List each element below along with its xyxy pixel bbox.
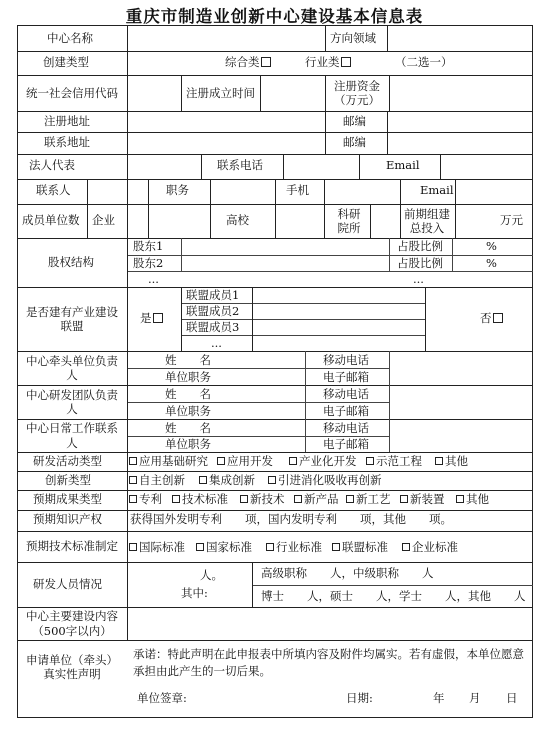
signature-label: 单位签章:	[137, 691, 187, 705]
wan-yuan-unit: 万元	[500, 213, 523, 227]
contact-mobile-label: 移动电话	[323, 421, 369, 435]
expected-ip-label: 预期知识产权	[33, 512, 102, 526]
contact-unit-position-label: 单位职务	[165, 437, 211, 451]
rd-option-2[interactable]: 应用开发	[227, 454, 273, 468]
standard-option-3[interactable]: 行业标准	[276, 540, 322, 554]
legal-rep-label: 法人代表	[29, 158, 75, 172]
rd-name-label: 姓 名	[165, 387, 211, 401]
year-label: 年	[433, 691, 445, 705]
innovation-option-1[interactable]: 自主创新	[139, 473, 185, 487]
share-ratio-label-1: 占股比例	[397, 239, 443, 253]
alliance-no-checkbox[interactable]	[493, 313, 503, 323]
main-content-label: 中心主要建设内容（500字以内）	[26, 609, 118, 638]
expected-standard-label: 预期技术标准制定	[26, 539, 118, 554]
type-comprehensive-checkbox[interactable]	[261, 57, 271, 67]
type-industry-option[interactable]: 行业类	[305, 57, 352, 69]
alliance-member-1-label: 联盟成员1	[186, 288, 240, 302]
type-comprehensive-option[interactable]: 综合类	[225, 57, 272, 69]
alliance-ellipsis: ...	[211, 336, 222, 350]
daily-contact-label: 中心日常工作联系人	[26, 421, 118, 450]
choose-one-note: （二选一）	[395, 55, 453, 69]
expected-result-label: 预期成果类型	[33, 492, 102, 506]
postcode-label-2: 邮编	[343, 135, 366, 149]
leader-name-label: 姓 名	[165, 353, 211, 367]
result-option-6[interactable]: 新装置	[410, 492, 445, 506]
share-ratio-label-2: 占股比例	[397, 256, 443, 270]
personnel-label: 研发人员情况	[33, 577, 102, 591]
alliance-question-label: 是否建有产业建设联盟	[26, 304, 118, 333]
standard-option-1[interactable]: 国际标准	[139, 540, 185, 554]
rd-option-4[interactable]: 示范工程	[376, 454, 422, 468]
rd-option-3[interactable]: 产业化开发	[299, 454, 357, 468]
leader-mobile-label: 移动电话	[323, 353, 369, 367]
result-option-5[interactable]: 新工艺	[356, 492, 391, 506]
shareholder-ellipsis: ...	[148, 272, 159, 286]
month-label: 月	[469, 691, 481, 705]
senior-title-text: 高级职称 人，中级职称 人	[261, 566, 434, 580]
degrees-text: 博士 人，硕士 人，学士 人，其他 人	[261, 589, 526, 603]
percent-1: %	[486, 239, 497, 253]
reg-capital-label: 注册资金（万元）	[334, 78, 380, 107]
innovation-option-3[interactable]: 引进消化吸收再创新	[278, 473, 382, 487]
percent-2: %	[486, 256, 497, 270]
alliance-no-option[interactable]: 否	[480, 313, 504, 325]
alliance-member-3-label: 联盟成员3	[186, 320, 240, 334]
authenticity-label: 申请单位（牵头）真实性声明	[26, 652, 118, 681]
university-label: 高校	[226, 213, 249, 227]
innovation-type-label: 创新类型	[45, 473, 91, 487]
result-option-3[interactable]: 新技术	[250, 492, 285, 506]
center-leader-label: 中心牵头单位负责人	[26, 353, 118, 382]
standard-option-5[interactable]: 企业标准	[412, 540, 458, 554]
leader-email-label: 电子邮箱	[323, 370, 369, 384]
creation-type-label: 创建类型	[43, 55, 89, 69]
alliance-member-2-label: 联盟成员2	[186, 304, 240, 318]
alliance-yes-option[interactable]: 是	[140, 313, 164, 325]
among-label: 其中:	[181, 586, 208, 600]
type-industry-checkbox[interactable]	[341, 57, 351, 67]
rd-email-label: 电子邮箱	[323, 404, 369, 418]
result-option-2[interactable]: 技术标准	[182, 492, 228, 506]
equity-structure-label: 股权结构	[48, 255, 94, 269]
result-option-1[interactable]: 专利	[139, 492, 162, 506]
rd-activity-label: 研发活动类型	[33, 454, 102, 468]
mobile-label: 手机	[286, 183, 309, 197]
people-unit: 人。	[200, 568, 223, 582]
reg-address-label: 注册地址	[44, 114, 90, 128]
rd-mobile-label: 移动电话	[323, 387, 369, 401]
alliance-yes-checkbox[interactable]	[153, 313, 163, 323]
email-label-2: Email	[420, 183, 454, 197]
enterprise-label: 企业	[92, 213, 115, 227]
contact-name-label: 姓 名	[165, 421, 211, 435]
contact-email-label: 电子邮箱	[323, 437, 369, 451]
email-label-1: Email	[386, 158, 420, 172]
research-institute-label: 科研院所	[337, 206, 361, 235]
member-units-label: 成员单位数	[22, 213, 80, 227]
reg-date-label: 注册成立时间	[186, 85, 255, 100]
form-title: 重庆市制造业创新中心建设基本信息表	[125, 7, 424, 26]
contact-person-label: 联系人	[36, 183, 71, 197]
preliminary-investment-label: 前期组建总投入	[404, 206, 450, 235]
commitment-text: 承诺：特此声明在此申报表中所填内容及附件均属实。若有虚假，本单位愿意承担由此产生的一切后果。	[133, 647, 524, 678]
standard-option-4[interactable]: 联盟标准	[342, 540, 388, 554]
standard-option-2[interactable]: 国家标准	[206, 540, 252, 554]
rd-option-5[interactable]: 其他	[445, 454, 468, 468]
leader-unit-position-label: 单位职务	[165, 370, 211, 384]
contact-address-label: 联系地址	[44, 135, 90, 149]
position-label: 职务	[166, 183, 189, 197]
ip-text: 获得国外发明专利 项，国内发明专利 项，其他 项。	[130, 512, 452, 526]
innovation-option-2[interactable]: 集成创新	[209, 473, 255, 487]
date-label: 日期:	[346, 691, 373, 705]
result-option-7[interactable]: 其他	[466, 492, 489, 506]
center-name-label: 中心名称	[47, 31, 93, 45]
shareholder-2-label: 股东2	[133, 256, 164, 270]
contact-phone-label: 联系电话	[217, 158, 263, 172]
direction-label: 方向领域	[330, 31, 376, 45]
rd-unit-position-label: 单位职务	[165, 404, 211, 418]
rd-team-leader-label: 中心研发团队负责人	[26, 387, 118, 416]
day-label: 日	[506, 691, 518, 705]
ratio-ellipsis: ...	[413, 272, 424, 286]
rd-option-1[interactable]: 应用基础研究	[139, 454, 208, 468]
shareholder-1-label: 股东1	[133, 239, 164, 253]
credit-code-label: 统一社会信用代码	[26, 85, 118, 100]
result-option-4[interactable]: 新产品	[304, 492, 339, 506]
postcode-label-1: 邮编	[343, 114, 366, 128]
